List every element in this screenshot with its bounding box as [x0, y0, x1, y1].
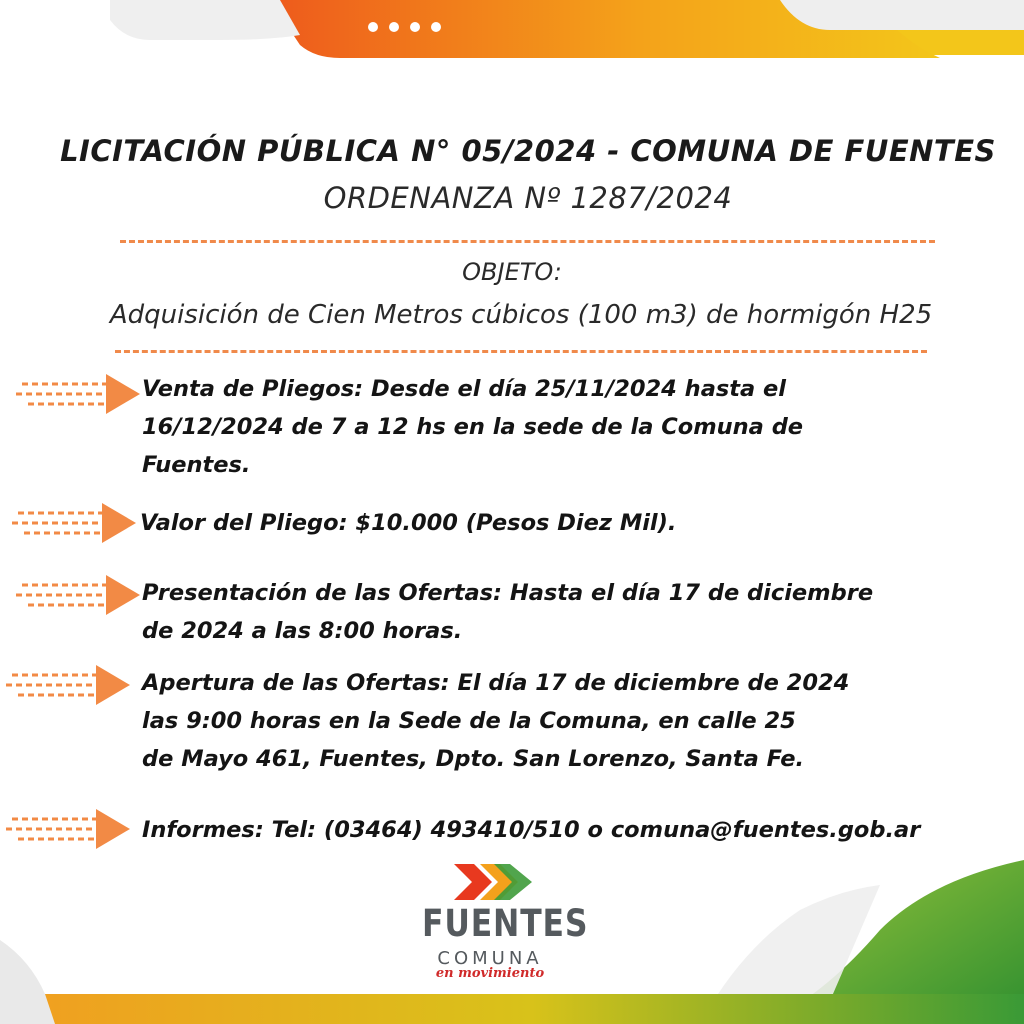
item-line: Apertura de las Ofertas: El día 17 de diciembre de 2024 [142, 670, 850, 696]
item-line: de 2024 a las 8:00 horas. [142, 618, 463, 644]
arrow-bullet-icon [4, 663, 132, 707]
item-line: las 9:00 horas en la Sede de la Comuna, en calle 25 [142, 708, 796, 734]
arrow-bullet-icon [14, 573, 142, 617]
comuna-logo [410, 862, 589, 992]
dot [410, 22, 420, 32]
logo-name: FUENTES [422, 902, 589, 945]
pagination-dots [368, 22, 441, 32]
item-line: de Mayo 461, Fuentes, Dpto. San Lorenzo, Santa Fe. [142, 746, 805, 772]
objeto-text: Adquisición de Cien Metros cúbicos (100 m3) de hormigón H25 [109, 300, 933, 330]
arrow-bullet-icon [10, 501, 138, 545]
logo-subtitle: COMUNA [437, 948, 543, 969]
dot [368, 22, 378, 32]
objeto-label: OBJETO: [462, 258, 562, 286]
list-item [142, 811, 1002, 849]
item-line: Presentación de las Ofertas: Hasta el día 17 de diciembre [142, 580, 874, 606]
page-title: LICITACIÓN PÚBLICA N° 05/2024 - COMUNA DE FUENTES [60, 134, 996, 168]
logo-tagline: en movimiento [435, 966, 545, 981]
item-line: Venta de Pliegos: Desde el día 25/11/2024 hasta el [142, 376, 787, 402]
divider-bottom [115, 350, 927, 353]
item-line: Valor del Pliego: $10.000 (Pesos Diez Mil). [140, 510, 677, 536]
logo-chevrons-icon [452, 862, 534, 902]
divider-top [120, 240, 935, 243]
item-line: Fuentes. [142, 452, 251, 478]
item-line: Informes: Tel: (03464) 493410/510 o comuna@fuentes.gob.ar [142, 817, 921, 843]
list-item [140, 504, 1000, 542]
list-item [142, 574, 1002, 650]
ordinance-number: ORDENANZA Nº 1287/2024 [323, 181, 733, 215]
arrow-bullet-icon [14, 372, 142, 416]
arrow-bullet-icon [4, 807, 132, 851]
dot [431, 22, 441, 32]
list-item [142, 370, 1002, 484]
list-item [142, 664, 1002, 778]
dot [389, 22, 399, 32]
item-line: 16/12/2024 de 7 a 12 hs en la sede de la Comuna de [142, 414, 804, 440]
